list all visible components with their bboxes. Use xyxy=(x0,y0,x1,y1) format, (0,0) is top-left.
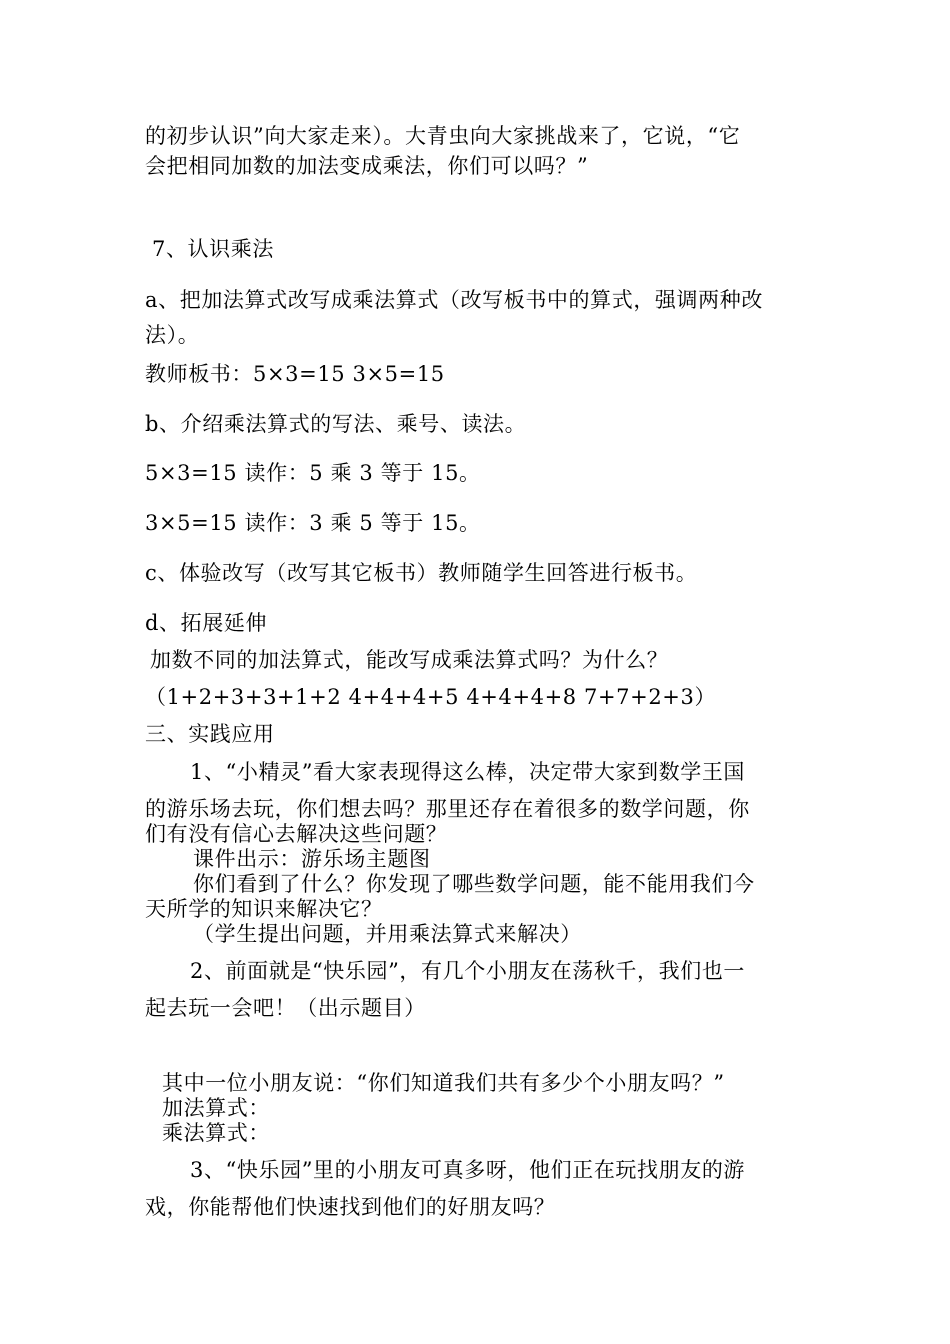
text-line: 教师板书：5×3=15 3×5=15 xyxy=(145,362,445,386)
text-line: 起去玩一会吧！（出示题目） xyxy=(145,996,426,1020)
text-line: 1、“小精灵”看大家表现得这么棒，决定带大家到数学王国 xyxy=(190,760,746,784)
text-line: 加法算式： xyxy=(162,1096,270,1120)
text-line: c、体验改写（改写其它板书）教师随学生回答进行板书。 xyxy=(145,561,698,585)
text-line: 天所学的知识来解决它？ xyxy=(145,897,383,921)
text-line: 你们看到了什么？你发现了哪些数学问题，能不能用我们今 xyxy=(193,872,755,896)
text-line: 乘法算式： xyxy=(162,1121,270,1145)
text-line: 2、前面就是“快乐园”，有几个小朋友在荡秋千，我们也一 xyxy=(190,959,746,983)
text-line: 三、实践应用 xyxy=(145,722,275,746)
text-line: 的游乐场去玩，你们想去吗？那里还存在着很多的数学问题，你 xyxy=(145,797,750,821)
text-line: 3×5=15 读作：3 乘 5 等于 15。 xyxy=(145,511,481,535)
text-line: 戏，你能帮他们快速找到他们的好朋友吗？ xyxy=(145,1195,556,1219)
text-line: b、介绍乘法算式的写法、乘号、读法。 xyxy=(145,412,527,436)
text-line: d、拓展延伸 xyxy=(145,611,268,635)
text-line: 课件出示：游乐场主题图 xyxy=(193,847,431,871)
text-line: 7、认识乘法 xyxy=(152,237,274,261)
text-line: （学生提出问题，并用乘法算式来解决） xyxy=(193,922,582,946)
text-line: 会把相同加数的加法变成乘法，你们可以吗？” xyxy=(145,154,589,178)
text-line: a、把加法算式改写成乘法算式（改写板书中的算式，强调两种改 xyxy=(145,288,763,312)
text-line: 法）。 xyxy=(145,323,200,347)
text-line: 其中一位小朋友说：“你们知道我们共有多少个小朋友吗？” xyxy=(162,1071,725,1095)
text-line: 加数不同的加法算式，能改写成乘法算式吗？为什么？ xyxy=(150,648,669,672)
text-line: 3、“快乐园”里的小朋友可真多呀，他们正在玩找朋友的游 xyxy=(190,1158,746,1182)
text-line: 的初步认识”向大家走来）。大青虫向大家挑战来了，它说，“它 xyxy=(145,124,741,148)
text-line: （1+2+3+3+1+2 4+4+4+5 4+4+4+8 7+7+2+3） xyxy=(145,685,717,709)
text-line: 们有没有信心去解决这些问题？ xyxy=(145,822,448,846)
text-line: 5×3=15 读作：5 乘 3 等于 15。 xyxy=(145,461,481,485)
